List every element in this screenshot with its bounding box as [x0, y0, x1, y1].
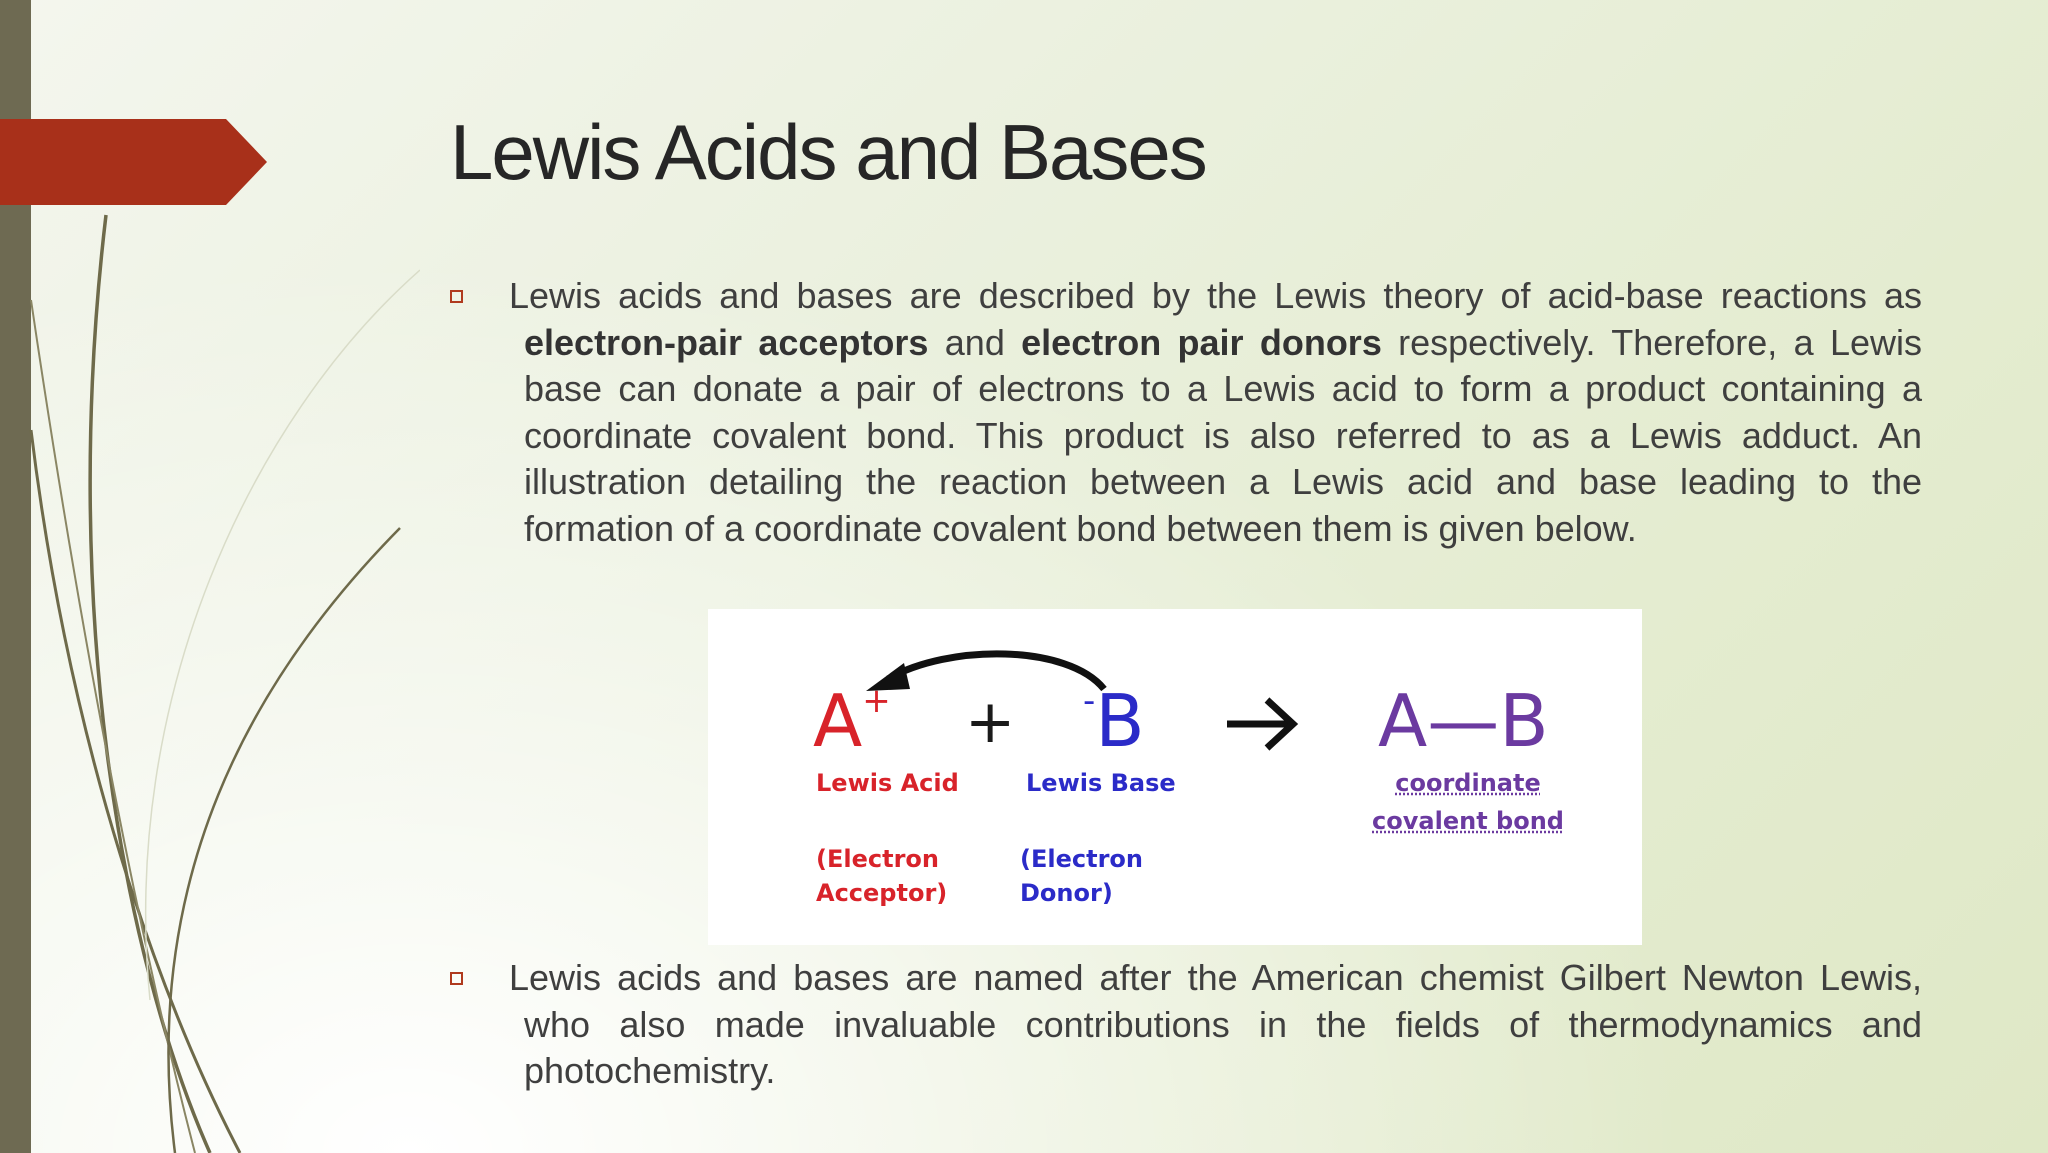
product-label-line-1: coordinate: [1395, 769, 1541, 797]
square-bullet-icon: [450, 972, 463, 985]
acid-role-line-2: Acceptor): [816, 879, 948, 907]
base-symbol: [1083, 679, 1145, 763]
lewis-acid-label: Lewis Acid: [816, 769, 959, 797]
lewis-reaction-figure: [708, 609, 1642, 945]
acid-role: [816, 842, 947, 910]
bullet-1-text: [509, 273, 1922, 552]
acid-letter: A: [813, 679, 863, 763]
curve-4: [168, 528, 400, 1153]
plus-sign: +: [965, 687, 1016, 757]
base-charge: -: [1083, 681, 1096, 721]
reaction-arrow-icon: [1223, 694, 1301, 754]
bullet-1-text-b: and: [928, 321, 1022, 363]
acid-charge: +: [862, 681, 891, 721]
bullet-1-bold-acceptors: electron-pair acceptors: [524, 321, 929, 363]
product-symbol: A—B: [1378, 679, 1549, 763]
base-role-line-2: Donor): [1020, 879, 1113, 907]
curve-3: [31, 300, 195, 1153]
base-role-line-1: (Electron: [1020, 845, 1143, 873]
coordinate-covalent-bond-label: [1348, 764, 1588, 840]
accent-arrow: [0, 119, 270, 206]
curve-2: [31, 430, 240, 1153]
bullet-1-text-c: respectively. Therefore, a Lewis base can donate a pair of electrons to a Lewis acid to form a product containing a coordinate covalent bond. This product is also referred to as a Lewis adduct. An illustration detailing the reaction between a Lewis acid and base leading to the formation of a coordinate covalent bond between them is given below.: [524, 321, 1922, 549]
bullet-1-bold-donors: electron pair donors: [1021, 321, 1382, 363]
base-role: [1020, 842, 1143, 910]
acid-symbol: [813, 679, 891, 763]
square-bullet-icon: [450, 290, 463, 303]
product-label-line-2: covalent bond: [1372, 807, 1564, 835]
base-letter: B: [1095, 679, 1145, 763]
bullet-2-text: Lewis acids and bases are named after the American chemist Gilbert Newton Lewis, who also made invaluable contributions in the fields of thermodynamics and photochemistry.: [509, 957, 1922, 1091]
acid-role-line-1: (Electron: [816, 845, 939, 873]
curve-1: [90, 215, 210, 1153]
slide-title: Lewis Acids and Bases: [450, 108, 1206, 196]
bullet-1-text-a: Lewis acids and bases are described by the Lewis theory of acid-base reactions as: [509, 275, 1922, 316]
lewis-base-label: Lewis Base: [1026, 769, 1176, 797]
